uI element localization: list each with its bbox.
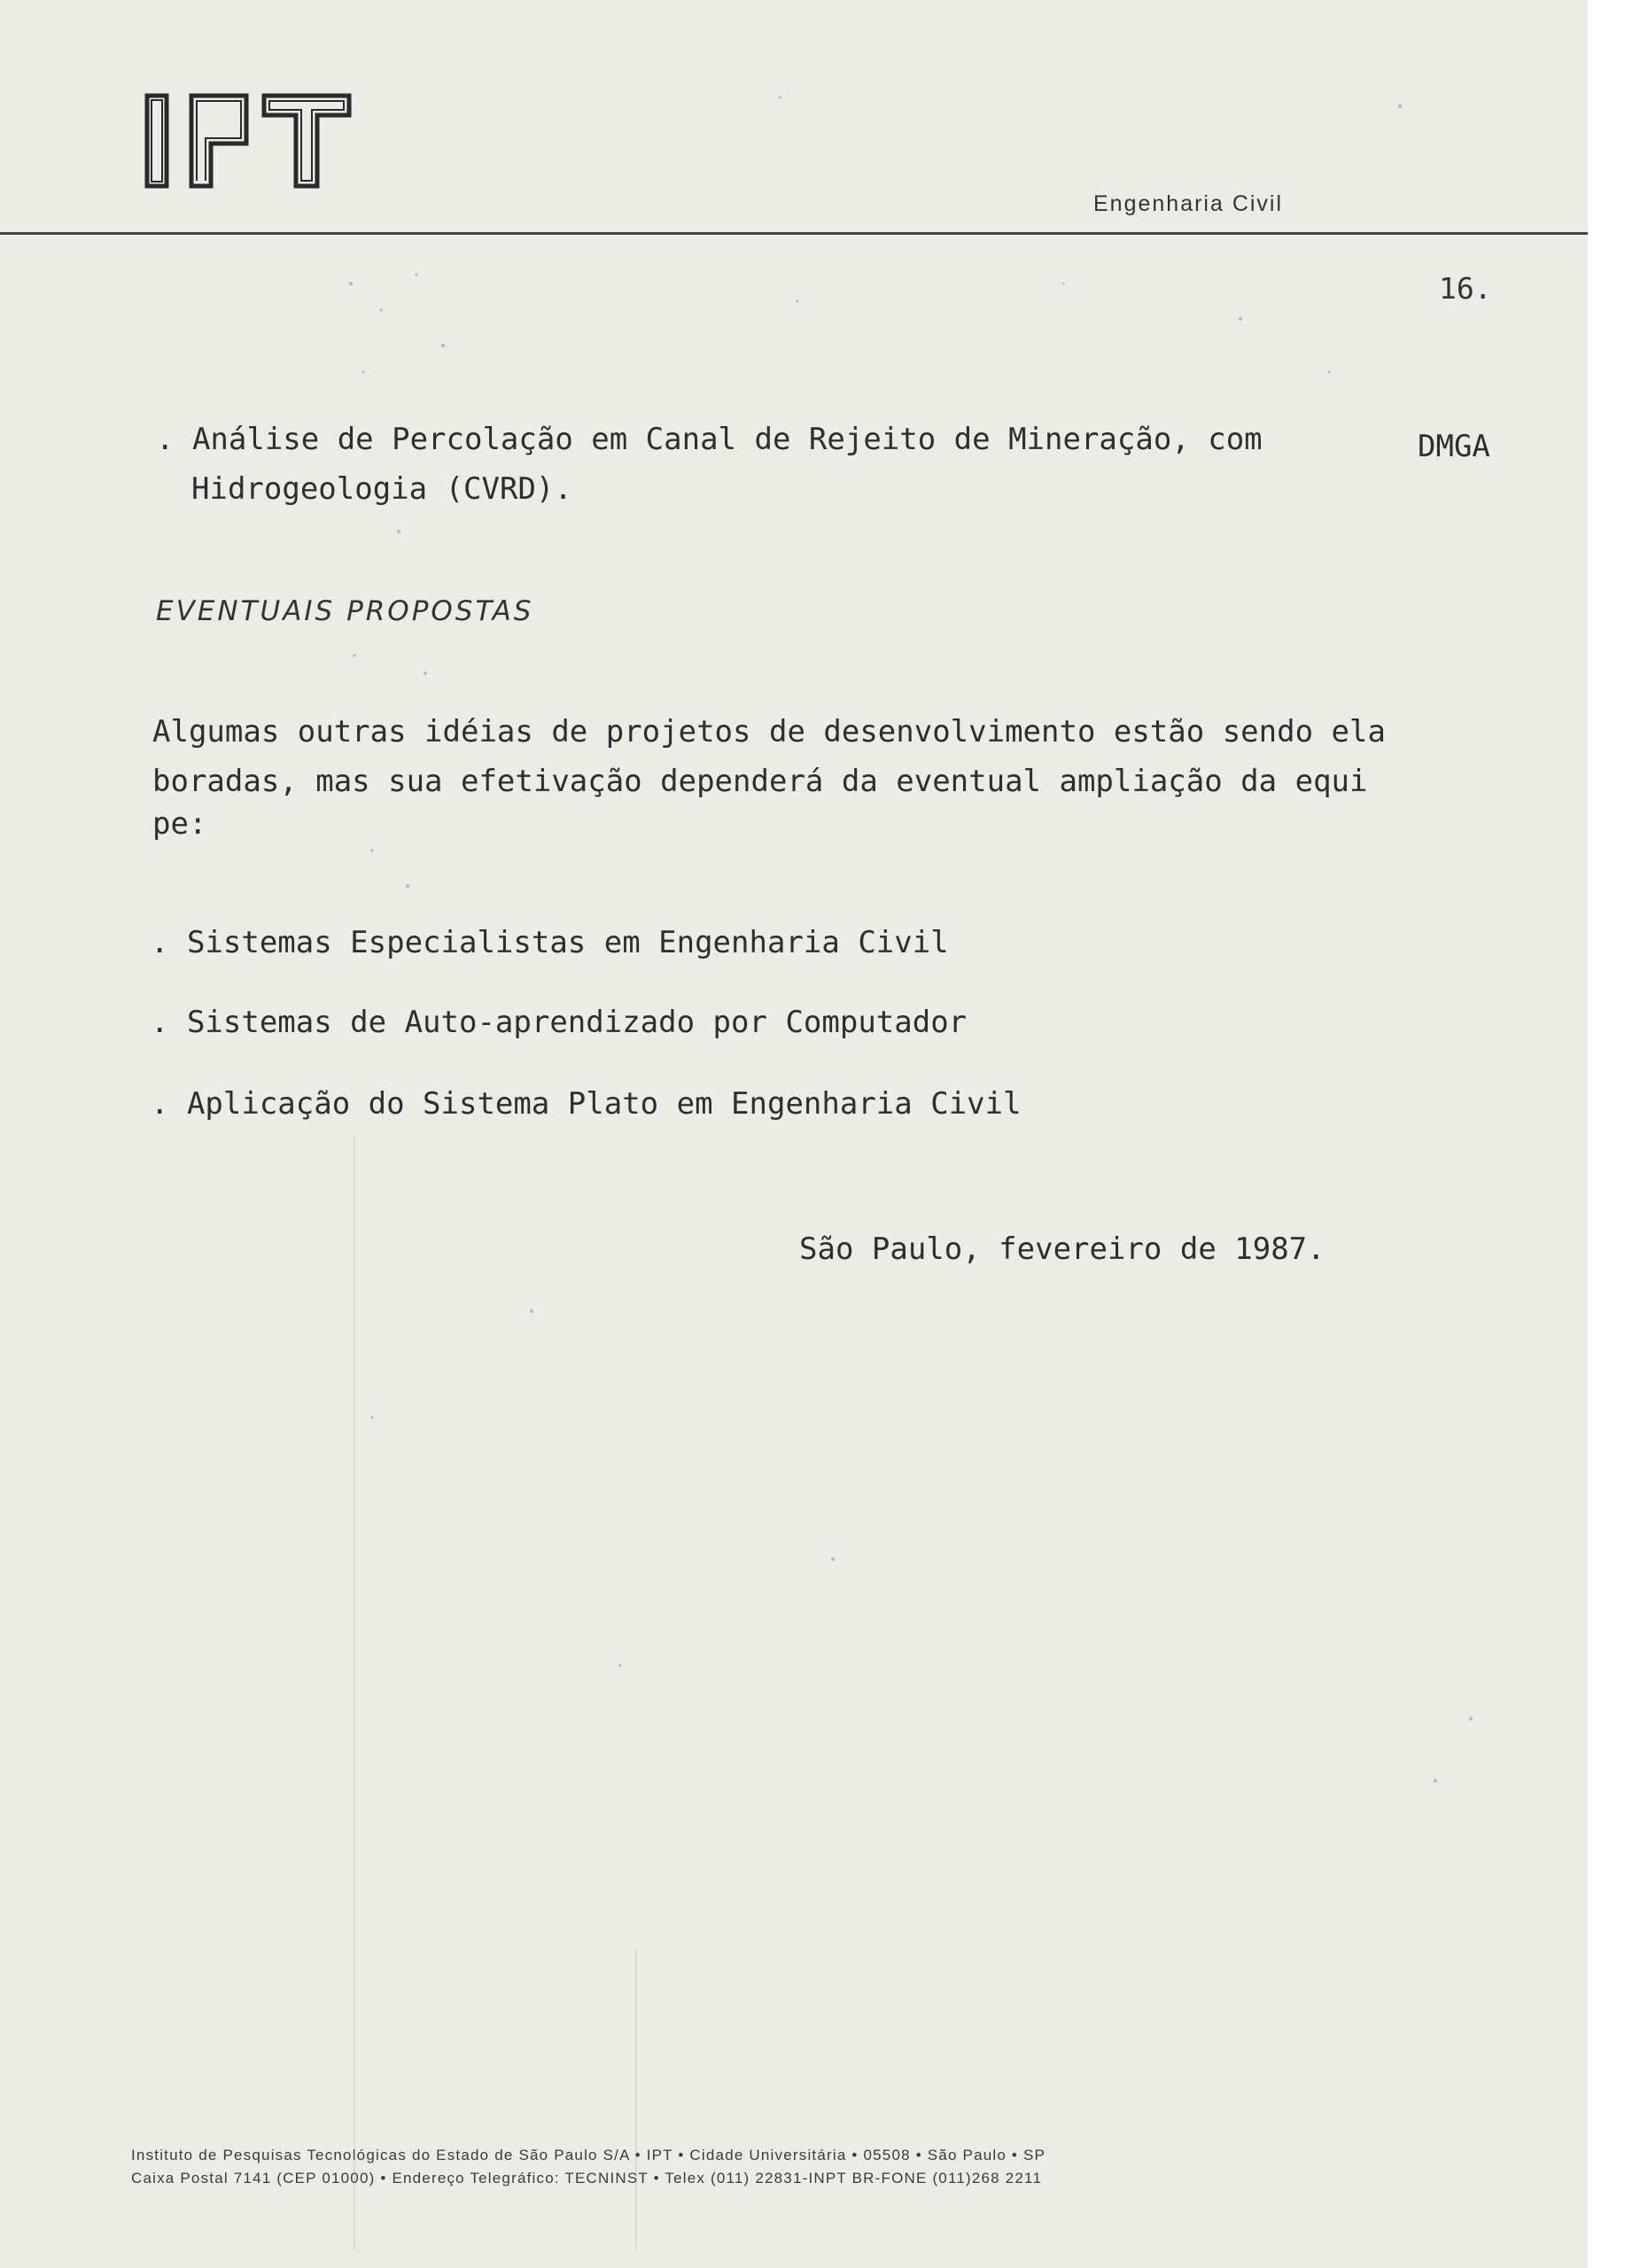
item-line-1-right: DMGA — [1418, 429, 1490, 464]
footer-line-2: Caixa Postal 7141 (CEP 01000) • Endereço Telegráfico: TECNINST • Telex (011) 22831-INPT BR-FONE (011)268 2211 — [131, 2170, 1043, 2186]
item-line-1: . Análise de Percolação em Canal de Rejeito de Mineração, com — [156, 422, 1263, 457]
bullet-item-2: . Sistemas de Auto-aprendizado por Computador — [151, 1005, 968, 1040]
department-label: Engenharia Civil — [1093, 191, 1284, 216]
closing-place-date: São Paulo, fevereiro de 1987. — [799, 1231, 1325, 1267]
bullet-item-1: . Sistemas Especialistas em Engenharia Civil — [151, 925, 949, 960]
section-heading: EVENTUAIS PROPOSTAS — [156, 595, 534, 627]
item-line-2: Hidrogeologia (CVRD). — [191, 471, 572, 507]
paragraph-line-1: Algumas outras idéias de projetos de desenvolvimento estão sendo ela — [152, 714, 1386, 750]
page-number: 16. — [1439, 271, 1492, 306]
paragraph-line-2: boradas, mas sua efetivação dependerá da eventual ampliação da equi — [152, 764, 1368, 799]
paragraph-line-3: pe: — [152, 806, 207, 842]
bullet-item-3: . Aplicação do Sistema Plato em Engenharia Civil — [151, 1086, 1022, 1122]
footer-line-1: Instituto de Pesquisas Tecnológicas do Estado de São Paulo S/A • IPT • Cidade Universitária • 05508 • São Paulo • SP — [131, 2147, 1046, 2163]
